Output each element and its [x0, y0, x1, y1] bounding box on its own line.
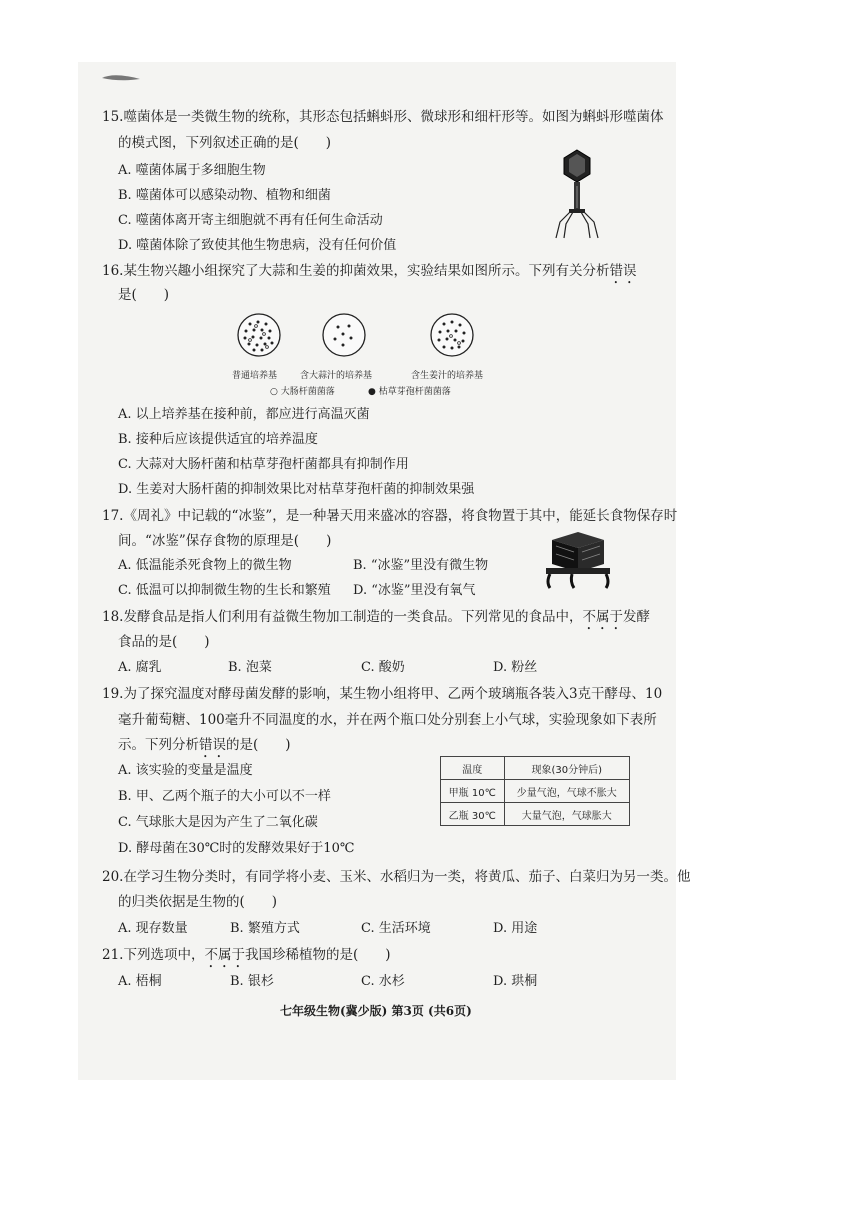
q21-option-b[interactable]: B. 银杉 [230, 974, 274, 989]
q20-option-c[interactable]: C. 生活环境 [361, 921, 431, 936]
filled-circle-icon: ● [368, 387, 376, 397]
q16-emphasis-word: 错误 [609, 263, 637, 279]
q16-option-b[interactable]: B. 接种后应该提供适宜的培养温度 [118, 432, 318, 447]
q17-option-a[interactable]: A. 低温能杀死食物上的微生物 [118, 558, 292, 573]
page-footer: 七年级生物(冀少版) 第3页 (共6页) [280, 1004, 472, 1018]
q21-option-d[interactable]: D. 珙桐 [493, 974, 538, 989]
q16-option-a[interactable]: A. 以上培养基在接种前，都应进行高温灭菌 [118, 407, 370, 422]
q20-option-b[interactable]: B. 繁殖方式 [230, 921, 300, 936]
q21-stem: 21.下列选项中，不属于我国珍稀植物的是( ) [102, 947, 391, 963]
q15-option-a[interactable]: A. 噬菌体属于多细胞生物 [118, 163, 266, 178]
q19-option-b[interactable]: B. 甲、乙两个瓶子的大小可以不一样 [118, 789, 331, 804]
q15-option-c[interactable]: C. 噬菌体离开寄主细胞就不再有任何生命活动 [118, 213, 383, 228]
q20-stem-line1: 20.在学习生物分类时，有同学将小麦、玉米、水稻归为一类，将黄瓜、茄子、白菜归为另一类。他 [102, 869, 691, 885]
q19-option-d[interactable]: D. 酵母菌在30℃时的发酵效果好于10℃ [118, 841, 355, 856]
table-header-temperature: 温度 [441, 757, 505, 780]
q15-option-b[interactable]: B. 噬菌体可以感染动物、植物和细菌 [118, 188, 331, 203]
q19-option-a[interactable]: A. 该实验的变量是温度 [118, 763, 253, 778]
hollow-circle-icon: ○ [270, 387, 278, 397]
table-cell: 大量气泡，气球胀大 [504, 803, 630, 826]
q19-stem-line3: 示。下列分析错误的是( ) [118, 737, 291, 753]
q15-stem-line1: 15.噬菌体是一类微生物的统称，其形态包括蝌蚪形、微球形和细杆形等。如图为蝌蚪形噬菌体 [102, 109, 664, 125]
q19-emphasis-word: 错误 [199, 737, 226, 753]
table-cell: 少量气泡，气球不胀大 [504, 780, 630, 803]
table-header-row [441, 757, 630, 780]
plate-label-garlic: 含大蒜汁的培养基 [300, 371, 373, 381]
q18-stem-line2: 食品的是( ) [118, 634, 210, 650]
q16-option-c[interactable]: C. 大蒜对大肠杆菌和枯草芽孢杆菌都具有抑制作用 [118, 457, 409, 472]
q20-stem-line2: 的归类依据是生物的( ) [118, 894, 278, 910]
q17-option-c[interactable]: C. 低温可以抑制微生物的生长和繁殖 [118, 583, 331, 598]
q17-stem-line1: 17.《周礼》中记载的“冰鉴”，是一种暑天用来盛冰的容器，将食物置于其中，能延长食物保存时 [102, 508, 678, 524]
table-row [441, 780, 630, 803]
q20-option-d[interactable]: D. 用途 [493, 921, 538, 936]
q15-stem-line2: 的模式图，下列叙述正确的是( ) [118, 135, 332, 151]
q16-option-d[interactable]: D. 生姜对大肠杆菌的抑制效果比对枯草芽孢杆菌的抑制效果强 [118, 482, 475, 497]
q18-option-c[interactable]: C. 酸奶 [361, 660, 405, 675]
plate-label-normal: 普通培养基 [232, 371, 278, 381]
bacteriophage-illustration [552, 148, 602, 240]
q21-option-c[interactable]: C. 水杉 [361, 974, 405, 989]
q18-option-a[interactable]: A. 腐乳 [118, 660, 162, 675]
q18-option-d[interactable]: D. 粉丝 [493, 660, 538, 675]
q21-emphasis-word: 不属于 [204, 947, 245, 963]
q20-option-a[interactable]: A. 现存数量 [118, 921, 188, 936]
legend-ecoli-colony: ○ 大肠杆菌菌落 [270, 387, 335, 397]
yeast-experiment-table [440, 756, 630, 826]
q16-stem-line2: 是( ) [118, 287, 170, 303]
q21-option-a[interactable]: A. 梧桐 [118, 974, 162, 989]
q17-option-d[interactable]: D. “冰鉴”里没有氧气 [353, 583, 476, 598]
plate-label-ginger: 含生姜汁的培养基 [411, 371, 484, 381]
table-row [441, 803, 630, 826]
table-header-phenomenon: 现象(30分钟后) [504, 757, 630, 780]
plate-normal-medium [236, 312, 282, 358]
q15-option-d[interactable]: D. 噬菌体除了致使其他生物患病，没有任何价值 [118, 238, 397, 253]
q19-option-c[interactable]: C. 气球胀大是因为产生了二氧化碳 [118, 815, 318, 830]
plate-ginger-juice-medium [429, 312, 475, 358]
q18-emphasis-word: 不属于 [582, 609, 623, 625]
q18-stem-line1: 18.发酵食品是指人们利用有益微生物加工制造的一类食品。下列常见的食品中，不属于发酵 [102, 609, 650, 625]
q16-stem-line1: 16.某生物兴趣小组探究了大蒜和生姜的抑菌效果，实验结果如图所示。下列有关分析错误 [102, 263, 637, 279]
table-cell: 甲瓶 10℃ [441, 780, 505, 803]
corner-smudge-mark [100, 70, 142, 84]
q17-option-b[interactable]: B. “冰鉴”里没有微生物 [353, 558, 489, 573]
q18-option-b[interactable]: B. 泡菜 [228, 660, 272, 675]
legend-bacillus-colony: ● 枯草芽孢杆菌菌落 [368, 387, 451, 397]
q17-stem-line2: 间。“冰鉴”保存食物的原理是( ) [118, 533, 332, 549]
table-cell: 乙瓶 30℃ [441, 803, 505, 826]
q19-stem-line2: 毫升葡萄糖、100毫升不同温度的水，并在两个瓶口处分别套上小气球，实验现象如下表所 [118, 712, 657, 728]
ice-chest-bingjian-illustration [544, 528, 612, 592]
q19-stem-line1: 19.为了探究温度对酵母菌发酵的影响，某生物小组将甲、乙两个玻璃瓶各装入3克干酵母、10 [102, 686, 663, 702]
plate-garlic-juice-medium [321, 312, 367, 358]
